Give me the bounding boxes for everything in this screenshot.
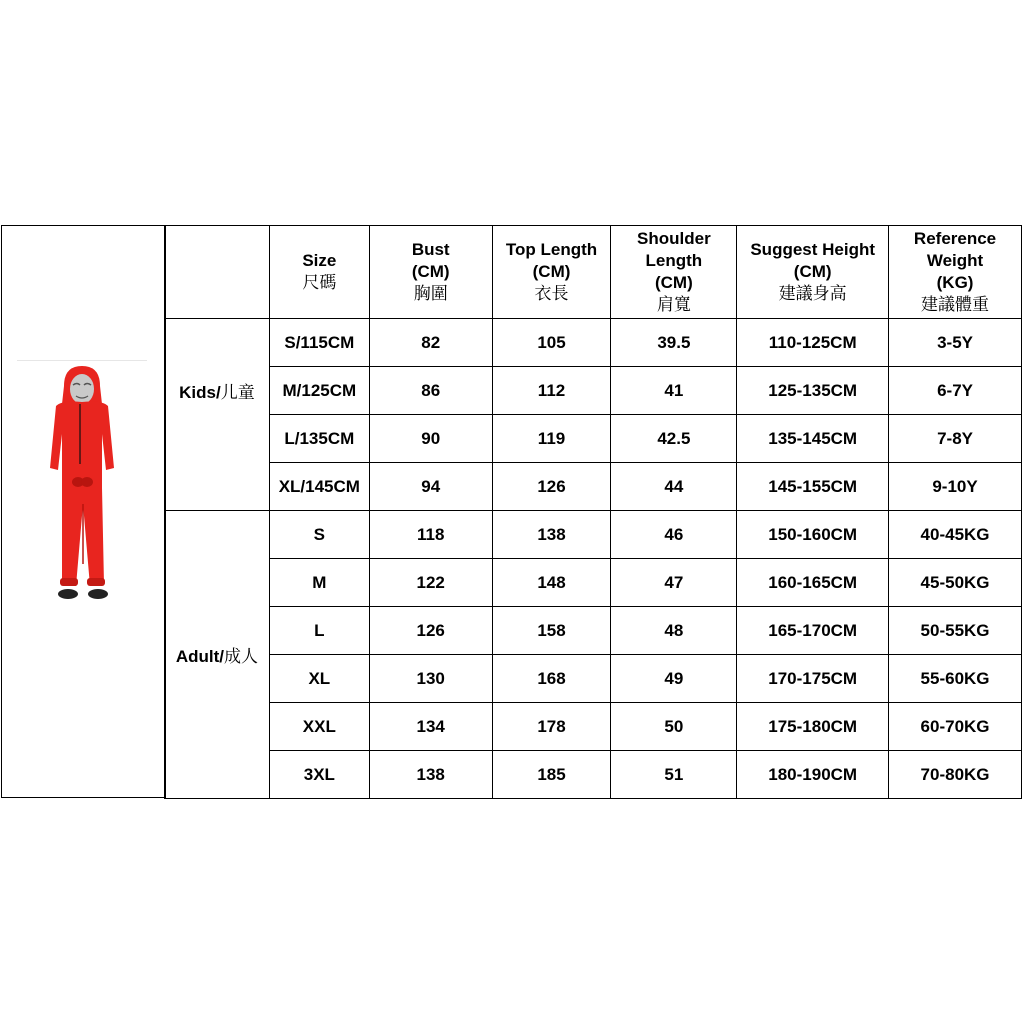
shoulder-cell: 39.5 bbox=[611, 319, 737, 367]
table-row bbox=[165, 751, 1022, 799]
adult-group-label: Adult/成人 bbox=[165, 511, 270, 799]
table-row bbox=[165, 415, 1022, 463]
shoulder-cell: 42.5 bbox=[611, 415, 737, 463]
shoulder-cell: 44 bbox=[611, 463, 737, 511]
table-header-row bbox=[165, 226, 1022, 319]
bust-cell: 126 bbox=[369, 607, 492, 655]
bust-cell: 94 bbox=[369, 463, 492, 511]
weight-cell: 9-10Y bbox=[889, 463, 1022, 511]
table-row bbox=[165, 511, 1022, 559]
weight-cell: 6-7Y bbox=[889, 367, 1022, 415]
weight-cell: 45-50KG bbox=[889, 559, 1022, 607]
bust-cell: 90 bbox=[369, 415, 492, 463]
shoulder-cell: 47 bbox=[611, 559, 737, 607]
weight-cell: 70-80KG bbox=[889, 751, 1022, 799]
size-table bbox=[164, 225, 1022, 799]
bust-cell: 138 bbox=[369, 751, 492, 799]
height-cell: 110-125CM bbox=[737, 319, 889, 367]
top-length-cell: 168 bbox=[492, 655, 611, 703]
size-cell: M bbox=[269, 559, 369, 607]
reference-weight-header: Reference Weight (KG) 建議體重 bbox=[889, 226, 1022, 319]
weight-cell: 7-8Y bbox=[889, 415, 1022, 463]
table-row bbox=[165, 607, 1022, 655]
height-cell: 150-160CM bbox=[737, 511, 889, 559]
top-length-cell: 178 bbox=[492, 703, 611, 751]
table-row bbox=[165, 319, 1022, 367]
bust-cell: 118 bbox=[369, 511, 492, 559]
height-cell: 135-145CM bbox=[737, 415, 889, 463]
top-length-cell: 185 bbox=[492, 751, 611, 799]
group-header-cell bbox=[165, 226, 270, 319]
height-cell: 170-175CM bbox=[737, 655, 889, 703]
shoulder-cell: 41 bbox=[611, 367, 737, 415]
size-cell: L bbox=[269, 607, 369, 655]
top-length-cell: 158 bbox=[492, 607, 611, 655]
weight-cell: 50-55KG bbox=[889, 607, 1022, 655]
size-cell: XXL bbox=[269, 703, 369, 751]
top-length-cell: 138 bbox=[492, 511, 611, 559]
table-row bbox=[165, 703, 1022, 751]
bust-cell: 130 bbox=[369, 655, 492, 703]
height-cell: 180-190CM bbox=[737, 751, 889, 799]
top-length-header: Top Length (CM) 衣長 bbox=[492, 226, 611, 319]
weight-cell: 40-45KG bbox=[889, 511, 1022, 559]
shoulder-cell: 46 bbox=[611, 511, 737, 559]
red-jumpsuit-costume-image bbox=[42, 364, 122, 604]
product-photo-cell bbox=[1, 225, 166, 798]
size-cell: L/135CM bbox=[269, 415, 369, 463]
top-length-cell: 112 bbox=[492, 367, 611, 415]
bust-cell: 122 bbox=[369, 559, 492, 607]
height-cell: 125-135CM bbox=[737, 367, 889, 415]
size-header: Size 尺碼 bbox=[269, 226, 369, 319]
table-row bbox=[165, 463, 1022, 511]
height-cell: 175-180CM bbox=[737, 703, 889, 751]
weight-cell: 55-60KG bbox=[889, 655, 1022, 703]
suggest-height-header: Suggest Height (CM) 建議身高 bbox=[737, 226, 889, 319]
size-cell: XL/145CM bbox=[269, 463, 369, 511]
kids-group-label: Kids/儿童 bbox=[165, 319, 270, 511]
size-cell: XL bbox=[269, 655, 369, 703]
shoulder-length-header: Shoulder Length (CM) 肩寬 bbox=[611, 226, 737, 319]
top-length-cell: 119 bbox=[492, 415, 611, 463]
bust-header: Bust (CM) 胸圍 bbox=[369, 226, 492, 319]
size-cell: M/125CM bbox=[269, 367, 369, 415]
shoulder-cell: 50 bbox=[611, 703, 737, 751]
table-row bbox=[165, 655, 1022, 703]
shoulder-cell: 48 bbox=[611, 607, 737, 655]
bust-cell: 86 bbox=[369, 367, 492, 415]
size-chart bbox=[1, 225, 1022, 798]
top-length-cell: 126 bbox=[492, 463, 611, 511]
height-cell: 145-155CM bbox=[737, 463, 889, 511]
size-cell: 3XL bbox=[269, 751, 369, 799]
weight-cell: 3-5Y bbox=[889, 319, 1022, 367]
weight-cell: 60-70KG bbox=[889, 703, 1022, 751]
size-cell: S bbox=[269, 511, 369, 559]
height-cell: 165-170CM bbox=[737, 607, 889, 655]
shoulder-cell: 49 bbox=[611, 655, 737, 703]
top-length-cell: 105 bbox=[492, 319, 611, 367]
shoulder-cell: 51 bbox=[611, 751, 737, 799]
table-row bbox=[165, 559, 1022, 607]
bust-cell: 82 bbox=[369, 319, 492, 367]
height-cell: 160-165CM bbox=[737, 559, 889, 607]
top-length-cell: 148 bbox=[492, 559, 611, 607]
size-cell: S/115CM bbox=[269, 319, 369, 367]
bust-cell: 134 bbox=[369, 703, 492, 751]
table-row bbox=[165, 367, 1022, 415]
